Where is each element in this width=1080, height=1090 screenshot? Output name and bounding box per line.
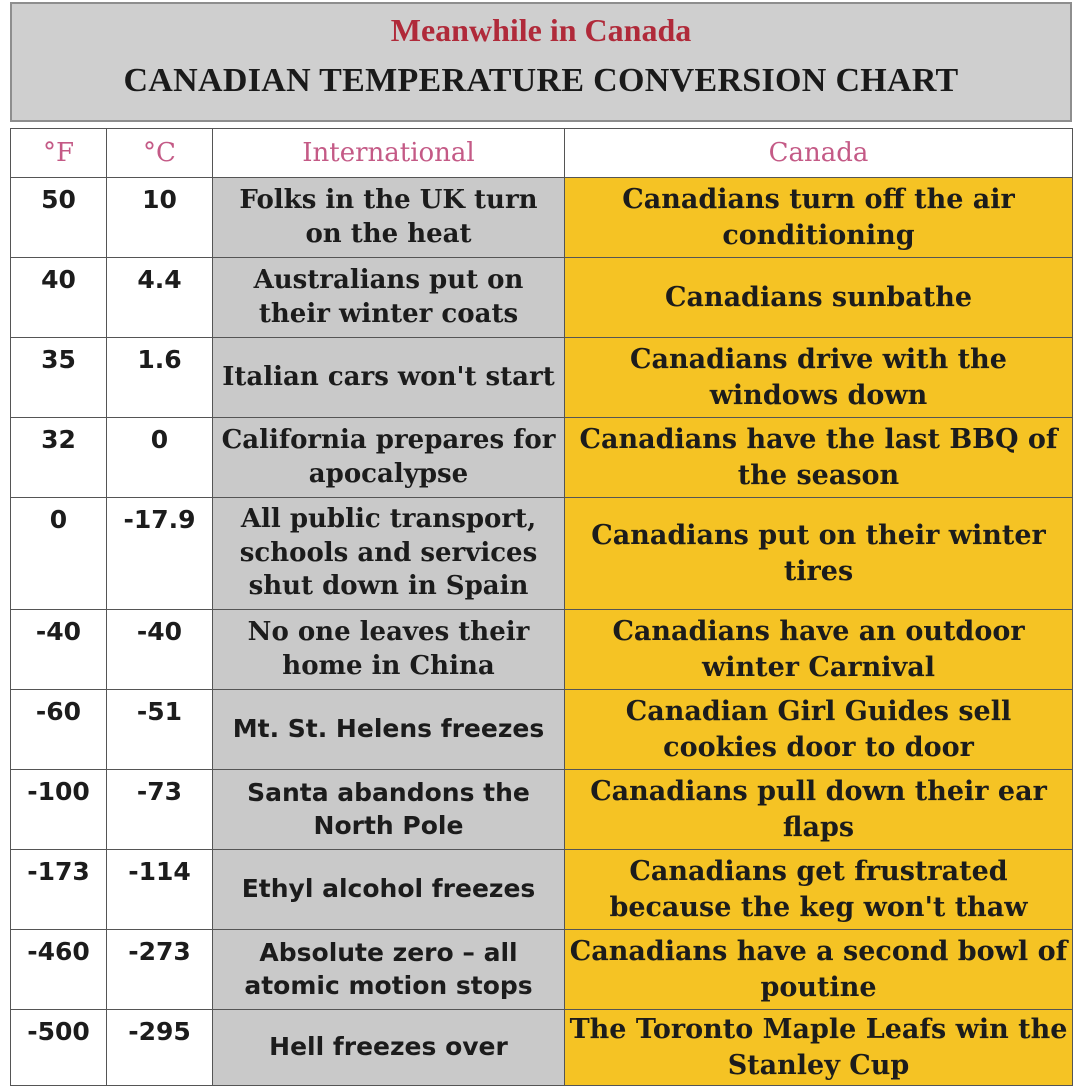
table-row xyxy=(11,498,1073,610)
canada-cell: Canadians turn off the air conditioning xyxy=(565,178,1073,258)
canada-cell: Canadians have the last BBQ of the season xyxy=(565,418,1073,498)
international-cell: Folks in the UK turn on the heat xyxy=(213,178,565,258)
header-subtitle: Meanwhile in Canada xyxy=(390,12,692,48)
international-cell: No one leaves their home in China xyxy=(213,610,565,690)
table-row xyxy=(11,770,1073,850)
column-header-fahrenheit: °F xyxy=(11,129,107,178)
international-cell: Australians put on their winter coats xyxy=(213,258,565,338)
table-row xyxy=(11,418,1073,498)
column-header-canada: Canada xyxy=(565,129,1073,178)
international-cell: All public transport, schools and services shut down in Spain xyxy=(213,498,565,610)
fahrenheit-cell: 40 xyxy=(11,258,107,338)
canada-cell: Canadians have a second bowl of poutine xyxy=(565,930,1073,1010)
table-row xyxy=(11,850,1073,930)
fahrenheit-cell: 0 xyxy=(11,498,107,610)
fahrenheit-cell: -100 xyxy=(11,770,107,850)
international-cell: California prepares for apocalypse xyxy=(213,418,565,498)
canada-cell: Canadians get frustrated because the keg won't thaw xyxy=(565,850,1073,930)
canada-cell: The Toronto Maple Leafs win the Stanley Cup xyxy=(565,1010,1073,1086)
celsius-cell: -114 xyxy=(107,850,213,930)
canada-cell: Canadian Girl Guides sell cookies door to door xyxy=(565,690,1073,770)
international-cell: Hell freezes over xyxy=(213,1010,565,1086)
table-header-row xyxy=(11,129,1073,178)
fahrenheit-cell: -40 xyxy=(11,610,107,690)
celsius-cell: -73 xyxy=(107,770,213,850)
celsius-cell: -51 xyxy=(107,690,213,770)
fahrenheit-cell: 35 xyxy=(11,338,107,418)
table-row xyxy=(11,610,1073,690)
canada-cell: Canadians put on their winter tires xyxy=(565,498,1073,610)
table-row xyxy=(11,258,1073,338)
header-title: CANADIAN TEMPERATURE CONVERSION CHART xyxy=(123,62,959,99)
table-row xyxy=(11,1010,1073,1086)
column-header-celsius: °C xyxy=(107,129,213,178)
celsius-cell: -40 xyxy=(107,610,213,690)
canada-cell: Canadians have an outdoor winter Carnival xyxy=(565,610,1073,690)
fahrenheit-cell: 32 xyxy=(11,418,107,498)
celsius-cell: -17.9 xyxy=(107,498,213,610)
international-cell: Santa abandons the North Pole xyxy=(213,770,565,850)
celsius-cell: -273 xyxy=(107,930,213,1010)
chart-header xyxy=(10,2,1072,122)
table-row xyxy=(11,690,1073,770)
celsius-cell: 4.4 xyxy=(107,258,213,338)
fahrenheit-cell: -500 xyxy=(11,1010,107,1086)
international-cell: Ethyl alcohol freezes xyxy=(213,850,565,930)
canada-cell: Canadians sunbathe xyxy=(565,258,1073,338)
canada-cell: Canadians pull down their ear flaps xyxy=(565,770,1073,850)
column-header-international: International xyxy=(213,129,565,178)
fahrenheit-cell: -173 xyxy=(11,850,107,930)
table-row xyxy=(11,930,1073,1010)
international-cell: Absolute zero – all atomic motion stops xyxy=(213,930,565,1010)
celsius-cell: 1.6 xyxy=(107,338,213,418)
fahrenheit-cell: -460 xyxy=(11,930,107,1010)
fahrenheit-cell: 50 xyxy=(11,178,107,258)
conversion-table xyxy=(10,128,1073,1086)
international-cell: Mt. St. Helens freezes xyxy=(213,690,565,770)
celsius-cell: 10 xyxy=(107,178,213,258)
table-row xyxy=(11,338,1073,418)
international-cell: Italian cars won't start xyxy=(213,338,565,418)
celsius-cell: -295 xyxy=(107,1010,213,1086)
celsius-cell: 0 xyxy=(107,418,213,498)
table-row xyxy=(11,178,1073,258)
canada-cell: Canadians drive with the windows down xyxy=(565,338,1073,418)
fahrenheit-cell: -60 xyxy=(11,690,107,770)
